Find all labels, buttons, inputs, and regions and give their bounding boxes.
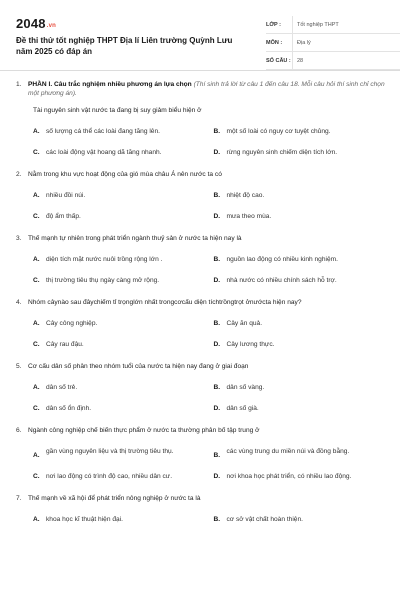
question-6 [16, 426, 386, 481]
option-c[interactable] [33, 340, 206, 349]
question-number: 2. [16, 171, 22, 178]
option-b[interactable] [214, 255, 387, 264]
option-letter: D. [213, 277, 221, 284]
option-letter: B. [213, 320, 221, 327]
option-text: độ ẩm thấp. [46, 213, 81, 220]
option-text: nơi lao động có trình độ cao, nhiều dân cư. [46, 473, 173, 480]
question-2 [16, 170, 386, 221]
option-b[interactable] [214, 383, 387, 392]
option-a[interactable] [33, 383, 206, 392]
option-b[interactable] [214, 191, 387, 200]
question-1 [16, 80, 386, 157]
option-letter: A. [33, 384, 40, 391]
options [33, 515, 386, 524]
option-text: dân số trẻ. [46, 384, 78, 391]
option-letter: B. [213, 256, 221, 263]
options [33, 319, 386, 349]
option-text: khoa học kĩ thuật hiện đại. [46, 516, 123, 523]
option-letter: C. [33, 213, 40, 220]
option-letter: C. [33, 405, 40, 412]
option-letter: A. [33, 256, 40, 263]
question-stem: Thế mạnh về xã hội để phát triển nông nghiệp ở nước ta là [28, 495, 201, 502]
option-d[interactable] [214, 212, 387, 221]
question-number: 1. [16, 81, 22, 88]
option-text: gần vùng nguyên liệu và thị trường tiêu thụ. [46, 448, 174, 455]
options [33, 127, 386, 157]
option-letter: B. [213, 452, 221, 459]
option-text: Cây ăn quả. [226, 320, 263, 327]
option-c[interactable] [33, 404, 206, 413]
option-letter: B. [213, 128, 221, 135]
site-logo[interactable] [16, 16, 56, 31]
option-text: Cây lương thực. [226, 341, 275, 348]
part-title: PHẦN I. Câu trắc nghiệm nhiều phương án lựa chọn [28, 81, 192, 88]
question-number: 6. [16, 427, 22, 434]
option-letter: D. [213, 341, 221, 348]
option-a[interactable] [33, 447, 206, 460]
option-letter: D. [213, 149, 221, 156]
meta-key: MÔN : [266, 39, 283, 46]
meta-table [266, 16, 400, 70]
option-b[interactable] [214, 319, 387, 328]
option-a[interactable] [33, 515, 206, 524]
option-b[interactable] [214, 127, 387, 136]
question-number: 5. [16, 363, 22, 370]
meta-row-subject [266, 34, 400, 52]
logo-main: 2048 [16, 16, 46, 31]
question-4 [16, 298, 386, 349]
option-letter: A. [33, 320, 40, 327]
option-d[interactable] [214, 472, 387, 481]
option-text: một số loài có nguy cơ tuyệt chủng. [226, 128, 331, 135]
option-text: nhiệt độ cao. [226, 192, 265, 199]
option-text: nơi khoa học phát triển, có nhiều lao động. [226, 473, 352, 480]
question-stem: Nằm trong khu vực hoạt động của gió mùa châu Á nên nước ta có [28, 171, 222, 178]
option-text: nhiều đồi núi. [46, 192, 86, 199]
option-letter: C. [33, 149, 40, 156]
option-d[interactable] [214, 340, 387, 349]
logo-suffix: .vn [46, 23, 57, 29]
question-number: 4. [16, 299, 22, 306]
question-5 [16, 362, 386, 413]
question-number: 7. [16, 495, 22, 502]
option-text: mưa theo mùa. [226, 213, 272, 220]
question-stem: Ngành công nghiệp chế biến thực phẩm ở nước ta thường phân bố tập trung ở [28, 427, 260, 434]
meta-value: 28 [292, 52, 303, 69]
option-text: các vùng trung du miền núi và đồng bằng. [226, 448, 350, 455]
option-letter: A. [33, 516, 40, 523]
option-c[interactable] [33, 148, 206, 157]
option-text: số lượng cá thể các loài đang tăng lên. [46, 128, 160, 135]
option-letter: D. [213, 473, 221, 480]
option-a[interactable] [33, 319, 206, 328]
option-text: thị trường tiêu thụ ngày càng mở rộng. [46, 277, 160, 284]
option-letter: A. [33, 192, 40, 199]
option-letter: C. [33, 341, 40, 348]
options [33, 447, 386, 481]
part-note: (Thí sinh trả lời từ câu 1 đến câu 18. Mỗi câu hỏi thí sinh chỉ chọn một phương án). [28, 81, 385, 97]
option-text: Cây rau đậu. [46, 341, 84, 348]
option-text: diện tích mặt nước nuôi trồng rộng lớn . [46, 256, 163, 263]
option-text: dân số vàng. [226, 384, 265, 391]
option-a[interactable] [33, 127, 206, 136]
question-number: 3. [16, 235, 22, 242]
document-title: Đề thi thử tốt nghiệp THPT Địa lí Liên trường Quỳnh Lưu năm 2025 có đáp án [16, 36, 233, 56]
option-letter: B. [213, 516, 221, 523]
option-c[interactable] [33, 276, 206, 285]
option-letter: C. [33, 473, 40, 480]
option-letter: A. [33, 128, 40, 135]
meta-key: LỚP : [266, 21, 281, 28]
option-a[interactable] [33, 191, 206, 200]
option-text: rừng nguyên sinh chiếm diện tích lớn. [226, 149, 338, 156]
option-text: dân số ổn định. [46, 405, 92, 412]
meta-value: Tốt nghiệp THPT [292, 16, 339, 33]
question-list [16, 80, 386, 537]
meta-row-count [266, 52, 400, 70]
question-stem: Thế mạnh tự nhiên trong phát triển ngành thuỷ sản ở nước ta hiện nay là [28, 235, 242, 242]
option-a[interactable] [33, 255, 206, 264]
part-heading [28, 80, 386, 98]
option-c[interactable] [33, 472, 206, 481]
option-letter: D. [213, 213, 221, 220]
option-d[interactable] [214, 148, 387, 157]
option-text: dân số già. [226, 405, 259, 412]
question-stem: Cơ cấu dân số phân theo nhóm tuổi của nước ta hiện nay đang ở giai đoạn [28, 363, 249, 370]
option-b[interactable] [214, 447, 387, 460]
option-text: các loài động vật hoang dã tăng nhanh. [46, 149, 162, 156]
option-letter: C. [33, 277, 40, 284]
header-divider [0, 70, 400, 71]
option-text: nguồn lao động có nhiều kinh nghiệm. [226, 256, 338, 263]
option-letter: D. [213, 405, 221, 412]
meta-value: Địa lý [292, 34, 311, 51]
page-header [16, 10, 384, 68]
option-c[interactable] [33, 212, 206, 221]
question-3 [16, 234, 386, 285]
question-stem: Tài nguyên sinh vật nước ta đang bị suy giảm biểu hiện ở [33, 107, 202, 114]
option-d[interactable] [214, 276, 387, 285]
option-letter: A. [33, 452, 40, 459]
option-text: nhà nước có nhiều chính sách hỗ trợ. [226, 277, 337, 284]
question-7 [16, 494, 386, 524]
options [33, 191, 386, 221]
option-text: Cây công nghiệp. [46, 320, 98, 327]
option-text: cơ sở vật chất hoàn thiện. [226, 516, 303, 523]
option-d[interactable] [214, 404, 387, 413]
meta-key: SỐ CÂU : [266, 57, 291, 64]
options [33, 255, 386, 285]
question-stem: Nhóm câynào sau đâychiếm tỉ trọnglớn nhất trongcơcấu diện tíchtrồngtrọt ởnướcta hiện nay? [28, 299, 302, 306]
option-letter: B. [213, 384, 221, 391]
options [33, 383, 386, 413]
meta-row-class [266, 16, 400, 34]
option-letter: B. [213, 192, 221, 199]
option-b[interactable] [214, 515, 387, 524]
